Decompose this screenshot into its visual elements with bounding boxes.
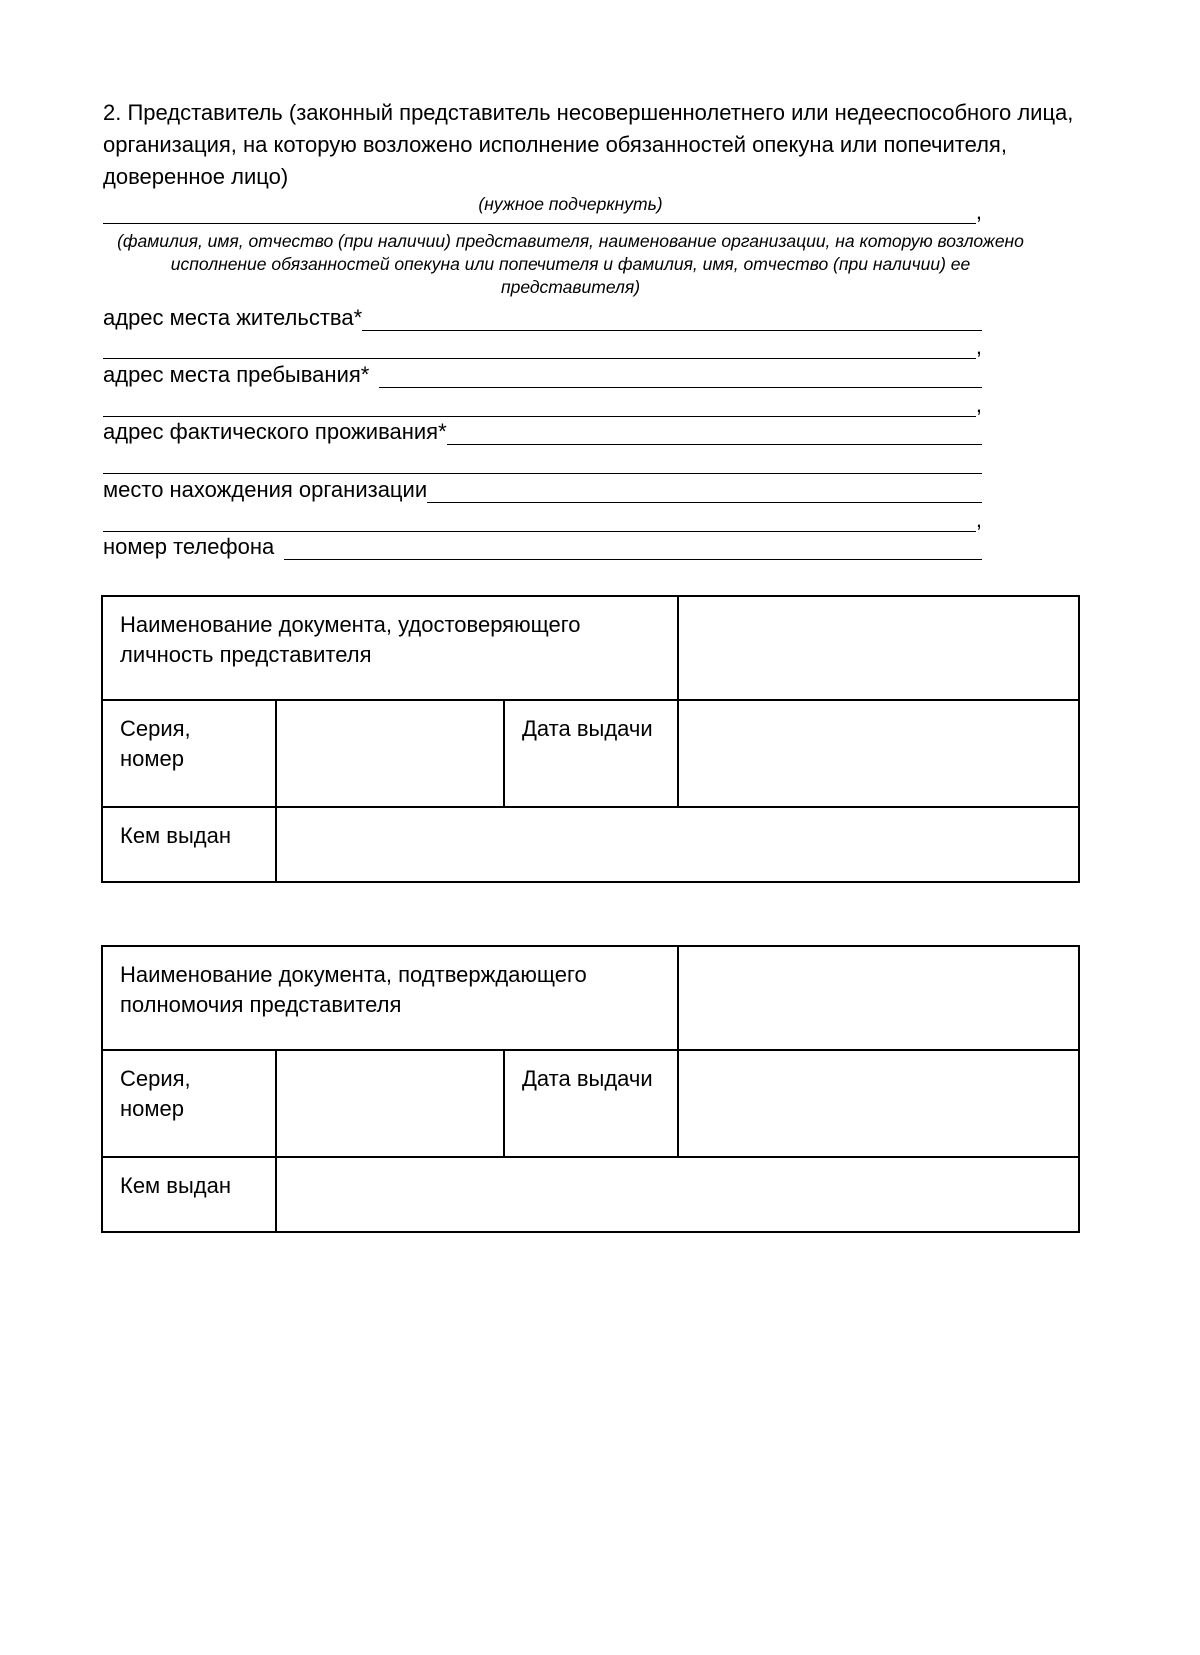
table-row	[102, 807, 1079, 882]
residence-address-blank-line-2[interactable]	[103, 358, 976, 359]
organization-location-blank-line-2[interactable]	[103, 531, 976, 532]
actual-address-blank-line[interactable]	[447, 444, 982, 445]
identity-series-number-label: Серия, номер	[102, 700, 276, 807]
actual-address-row	[103, 417, 982, 446]
organization-location-continuation-row	[103, 503, 982, 532]
identity-document-name-label: Наименование документа, удостоверяющего личность представителя	[102, 596, 678, 700]
comma: ,	[975, 334, 982, 360]
stay-address-blank-line[interactable]	[379, 387, 982, 388]
identity-series-number-value-cell[interactable]	[276, 700, 504, 807]
authority-issue-date-value-cell[interactable]	[678, 1050, 1079, 1157]
table-row	[102, 700, 1079, 807]
organization-location-row	[103, 474, 982, 503]
authority-document-table	[101, 945, 1080, 1233]
organization-location-label: место нахождения организации	[103, 476, 428, 502]
authority-series-number-value-cell[interactable]	[276, 1050, 504, 1157]
stay-address-label: адрес места пребывания*	[103, 362, 370, 388]
phone-number-row	[103, 532, 982, 561]
authority-issue-date-label: Дата выдачи	[504, 1050, 678, 1157]
authority-document-name-value-cell[interactable]	[678, 946, 1079, 1050]
residence-address-continuation-row	[103, 331, 982, 360]
phone-number-blank-line[interactable]	[284, 559, 982, 560]
actual-address-continuation-row	[103, 445, 982, 474]
table-row	[102, 1050, 1079, 1157]
authority-document-name-label: Наименование документа, подтверждающего полномочия представителя	[102, 946, 678, 1050]
phone-number-label: номер телефона	[103, 534, 275, 560]
section-heading: 2. Представитель (законный представитель несовершеннолетнего или недееспособного лица, организация, на которую возложено исполнение обязанностей опекуна или попечителя, доверенное лицо)	[103, 100, 1074, 189]
authority-series-number-label: Серия, номер	[102, 1050, 276, 1157]
representative-name-caption: (фамилия, имя, отчество (при наличии) представителя, наименование организации, на которую возложено исполнение обязанностей опекуна или попечителя и фамилия, имя, отчество (при наличии) ее представителя)	[117, 231, 1024, 297]
underline-instruction: (нужное подчеркнуть)	[478, 194, 663, 214]
organization-location-blank-line[interactable]	[427, 502, 982, 503]
stay-address-row	[103, 359, 982, 388]
comma: ,	[975, 199, 982, 224]
table-row	[102, 946, 1079, 1050]
identity-issued-by-value-cell[interactable]	[276, 807, 1079, 882]
stay-address-continuation-row	[103, 388, 982, 417]
identity-issued-by-label: Кем выдан	[102, 807, 276, 882]
stay-address-blank-line-2[interactable]	[103, 416, 976, 417]
table-row	[102, 596, 1079, 700]
residence-address-blank-line[interactable]	[362, 330, 982, 331]
representative-name-blank-line[interactable]	[103, 223, 976, 224]
actual-address-blank-line-2[interactable]	[103, 473, 982, 474]
comma: ,	[975, 506, 982, 532]
comma: ,	[975, 391, 982, 417]
residence-address-label: адрес места жительства*	[103, 304, 363, 330]
identity-document-name-value-cell[interactable]	[678, 596, 1079, 700]
authority-issued-by-value-cell[interactable]	[276, 1157, 1079, 1232]
actual-address-label: адрес фактического проживания*	[103, 419, 447, 445]
identity-document-table	[101, 595, 1080, 883]
residence-address-row	[103, 302, 982, 331]
authority-issued-by-label: Кем выдан	[102, 1157, 276, 1232]
identity-issue-date-value-cell[interactable]	[678, 700, 1079, 807]
table-row	[102, 1157, 1079, 1232]
identity-issue-date-label: Дата выдачи	[504, 700, 678, 807]
